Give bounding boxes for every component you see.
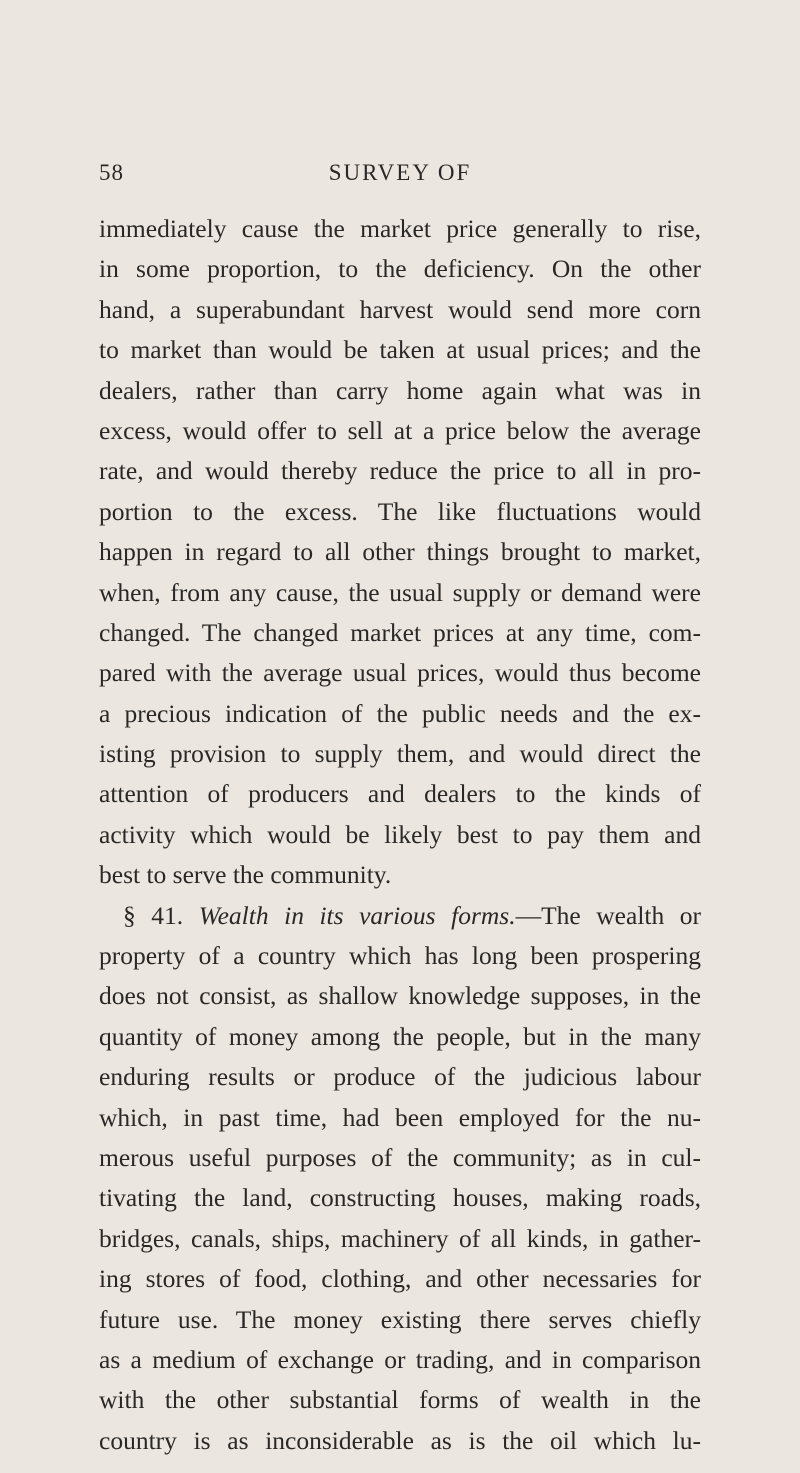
running-head — [99, 160, 701, 192]
text-line: future use. The money existing there serves chiefly — [99, 1304, 701, 1334]
text-line: bridges, canals, ships, machinery of all kinds, in gather- — [99, 1223, 701, 1253]
section-first-line-text: —The wealth or — [515, 900, 702, 930]
text-line: happen in regard to all other things brought to market, — [99, 537, 701, 567]
text-line: best to serve the community. — [99, 860, 392, 890]
text-line: tivating the land, constructing houses, making roads, — [99, 1183, 701, 1213]
text-line: which, in past time, had been employed for the nu- — [99, 1102, 701, 1132]
text-line: ing stores of food, clothing, and other necessaries for — [99, 1264, 701, 1294]
text-line: dealers, rather than carry home again what was in — [99, 375, 701, 405]
text-line: property of a country which has long been prospering — [99, 941, 701, 971]
page-number: 58 — [99, 160, 124, 185]
section-number: § 41. — [123, 900, 184, 930]
text-line: a precious indication of the public needs and the ex- — [99, 698, 701, 728]
text-line: isting provision to supply them, and would direct the — [99, 739, 701, 769]
text-line: quantity of money among the people, but in the many — [99, 1021, 701, 1051]
section-title: Wealth in its various forms. — [198, 900, 516, 930]
text-line: pared with the average usual prices, would thus become — [99, 658, 701, 688]
text-line: when, from any cause, the usual supply or demand were — [99, 577, 701, 607]
text-line: changed. The changed market prices at any time, com- — [99, 617, 701, 647]
text-line: excess, would offer to sell at a price below the average — [99, 415, 701, 445]
running-title: SURVEY OF — [328, 160, 472, 185]
text-line: with the other substantial forms of wealth in the — [99, 1385, 701, 1415]
body-text — [99, 209, 701, 1461]
text-line: in some proportion, to the deficiency. On the other — [99, 254, 701, 284]
text-line: rate, and would thereby reduce the price to all in pro- — [99, 456, 701, 486]
text-line: to market than would be taken at usual prices; and the — [99, 335, 701, 365]
section-heading-line — [99, 896, 701, 936]
text-line: does not consist, as shallow knowledge supposes, in the — [99, 981, 701, 1011]
text-line: as a medium of exchange or trading, and in comparison — [99, 1344, 701, 1374]
text-line: hand, a superabundant harvest would send more corn — [99, 294, 701, 324]
text-line: portion to the excess. The like fluctuations would — [99, 496, 701, 526]
text-line: country is as inconsiderable as is the oil which lu- — [99, 1425, 701, 1455]
text-line: activity which would be likely best to pay them and — [99, 819, 701, 849]
text-line: enduring results or produce of the judicious labour — [99, 1062, 701, 1092]
text-line: merous useful purposes of the community; as in cul- — [99, 1142, 701, 1172]
text-line: immediately cause the market price generally to rise, — [99, 214, 701, 243]
text-line: attention of producers and dealers to the kinds of — [99, 779, 701, 809]
